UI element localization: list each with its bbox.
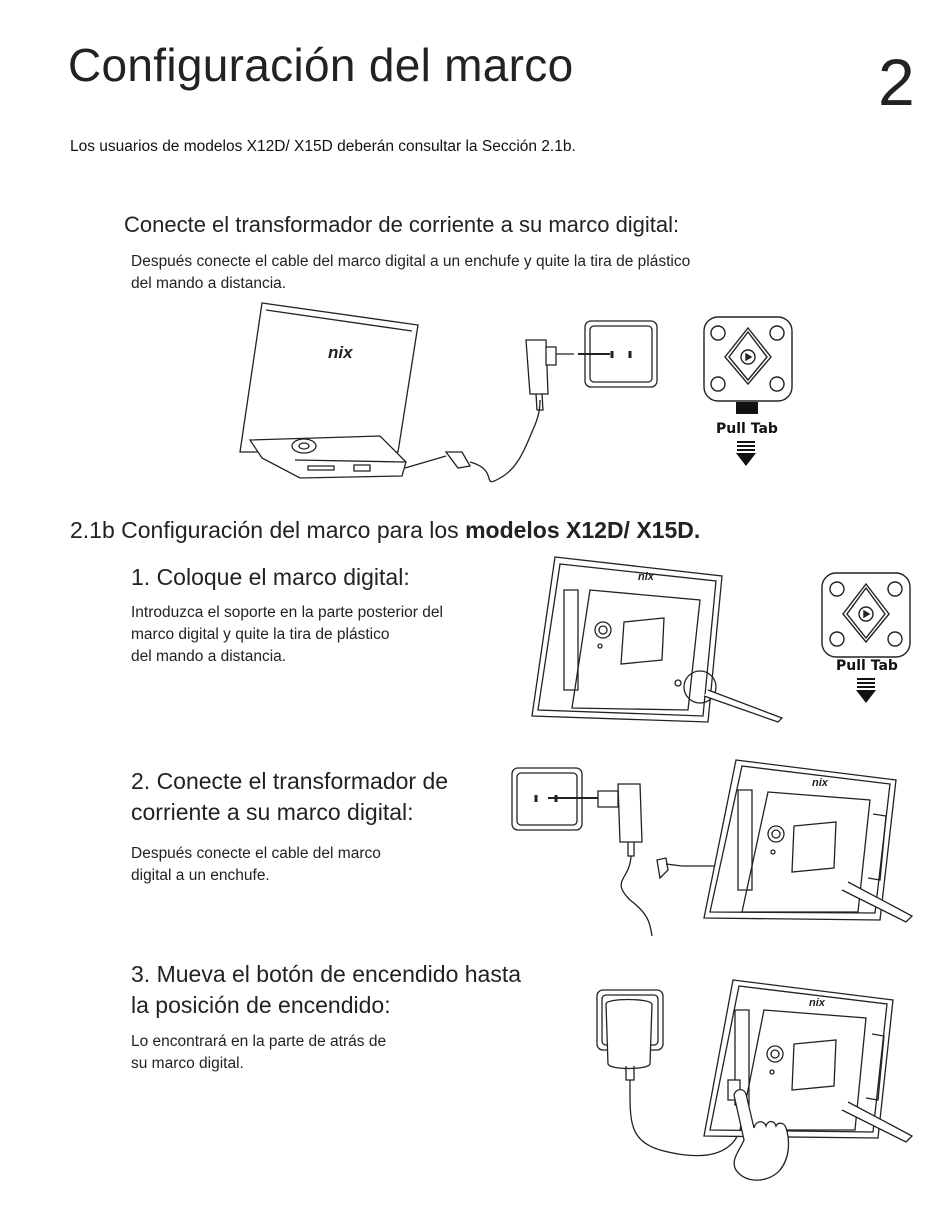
- step2-heading-line1: 2. Conecte el transformador de: [131, 768, 449, 794]
- section2-heading-bold: modelos X12D/ X15D.: [465, 517, 701, 543]
- step1-line2: marco digital y quite la tira de plástico: [131, 626, 390, 643]
- step1-line3: del mando a distancia.: [131, 648, 287, 665]
- step1-heading: 1. Coloque el marco digital:: [131, 564, 410, 590]
- section1-heading: Conecte el transformador de corriente a su marco digital:: [124, 212, 680, 237]
- model-note: Los usuarios de modelos X12D/ X15D deberán consultar la Sección 2.1b.: [70, 138, 576, 155]
- section1-body-line1: Después conecte el cable del marco digital a un enchufe y quite la tira de plástico: [131, 253, 691, 270]
- step2-frame-logo: nix: [812, 777, 828, 789]
- step2-heading-line2: corriente a su marco digital:: [131, 799, 414, 825]
- step1-frame-logo: nix: [638, 571, 654, 583]
- pull-tab-label-2: Pull Tab: [836, 658, 898, 674]
- step3-line1: Lo encontrará en la parte de atrás de: [131, 1033, 387, 1050]
- section2-heading-prefix: 2.1b Configuración del marco para los: [70, 517, 466, 543]
- page-number: 2: [878, 45, 915, 119]
- section1-frame-logo: nix: [328, 343, 353, 362]
- step3-heading-line1: 3. Mueva el botón de encendido hasta: [131, 961, 522, 987]
- step2-line1: Después conecte el cable del marco: [131, 845, 381, 862]
- page-title: Configuración del marco: [68, 39, 574, 91]
- step1-line1: Introduzca el soporte en la parte posterior del: [131, 604, 443, 621]
- step3-line2: su marco digital.: [131, 1055, 244, 1072]
- pull-tab-label-1: Pull Tab: [716, 421, 778, 437]
- step2-line2: digital a un enchufe.: [131, 867, 270, 884]
- section1-body-line2: del mando a distancia.: [131, 275, 287, 292]
- step3-frame-logo: nix: [809, 997, 825, 1009]
- step3-heading-line2: la posición de encendido:: [131, 992, 391, 1018]
